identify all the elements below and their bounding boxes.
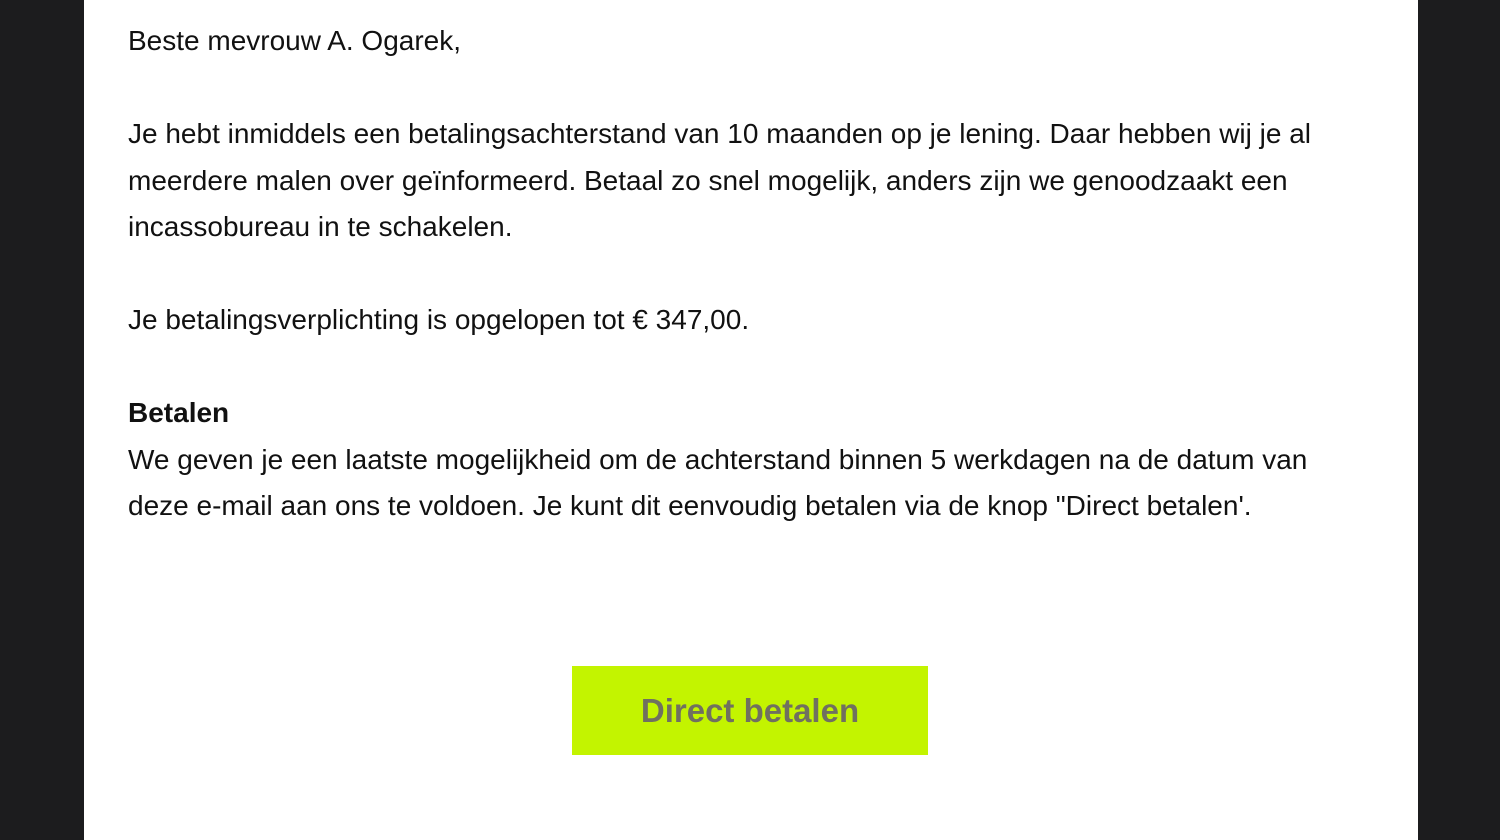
paragraph-spacer xyxy=(128,251,1348,298)
email-paragraph-arrears: Je hebt inmiddels een betalingsachterstand van 10 maanden op je lening. Daar hebben wij je al meerdere malen over geïnformeerd. Betaal zo snel mogelijk, anders zijn we genoodzaakt een incassobureau in te schakelen. xyxy=(128,118,1312,242)
direct-betalen-button[interactable]: Direct betalen xyxy=(572,666,928,755)
section-heading-betalen: Betalen xyxy=(128,397,230,428)
email-card xyxy=(84,0,1418,840)
paragraph-spacer xyxy=(128,65,1348,112)
email-paragraph-payment: We geven je een laatste mogelijkheid om de achterstand binnen 5 werkdagen na de datum van deze e-mail aan ons te voldoen. Je kunt dit eenvoudig betalen via de knop "Direct betalen'. xyxy=(128,443,1308,521)
email-paragraph-amount: Je betalingsverplichting is opgelopen tot € 347,00. xyxy=(128,304,750,335)
cta-container xyxy=(572,666,928,755)
email-greeting: Beste mevrouw A. Ogarek, xyxy=(128,25,462,56)
email-body xyxy=(128,18,1348,530)
paragraph-spacer xyxy=(128,344,1348,391)
